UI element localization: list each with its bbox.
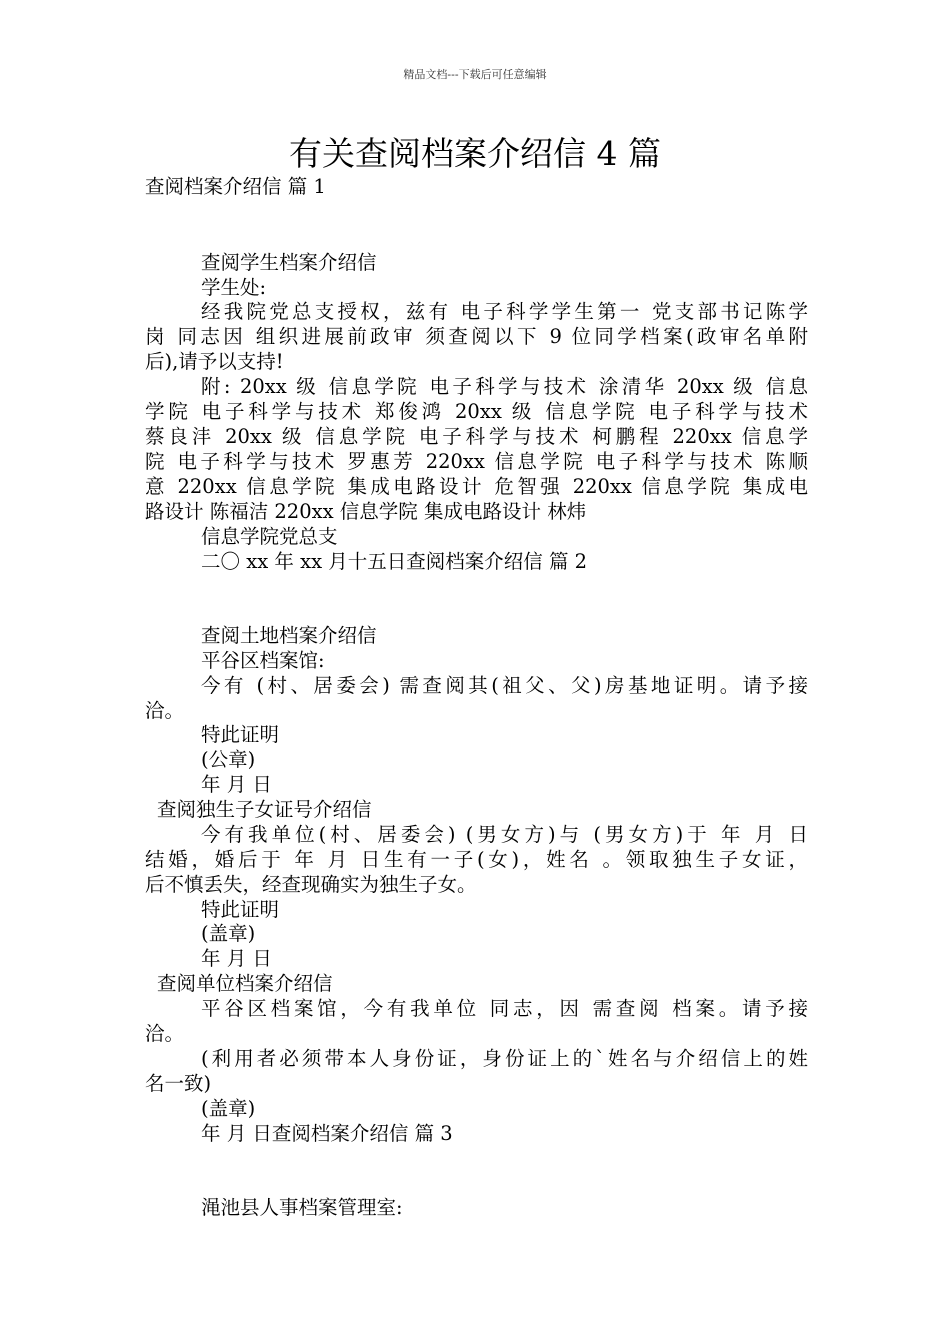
letter-title: 查阅学生档案介绍信 (201, 251, 377, 274)
certification-line: 特此证明 (201, 723, 280, 746)
certification-line: 特此证明 (201, 898, 280, 921)
body-line: 院 电子科学与技术 罗惠芳 220xx 信息学院 电子科学与技术 陈顺 (145, 450, 808, 473)
body-line: 后不慎丢失，经查现确实为独生子女。 (145, 873, 477, 896)
body-line: 蔡良沣 20xx 级 信息学院 电子科学与技术 柯鹏程 220xx 信息学 (145, 425, 808, 448)
body-line: 名一致) (145, 1072, 212, 1095)
body-line: (利用者必须带本人身份证，身份证上的`姓名与介绍信上的姓 (201, 1047, 808, 1070)
body-line: 今有 (村、居委会) 需查阅其(祖父、父)房基地证明。请予接 (201, 674, 808, 697)
seal-line: (公章) (201, 748, 256, 771)
body-line: 洽。 (145, 1022, 185, 1045)
body-line: 洽。 (145, 699, 185, 722)
date-line: 年 月 日 (201, 773, 272, 796)
body-line: 附: 20xx 级 信息学院 电子科学与技术 涂清华 20xx 级 信息 (201, 375, 808, 398)
body-line: 意 220xx 信息学院 集成电路设计 危智强 220xx 信息学院 集成电 (145, 475, 808, 498)
body-line: 平谷区档案馆，今有我单位 同志，因 需查阅 档案。请予接 (201, 997, 808, 1020)
body-line: 经我院党总支授权，兹有 电子科学学生第一 党支部书记陈学 (201, 300, 808, 323)
body-line: 路设计 陈福洁 220xx 信息学院 集成电路设计 林炜 (145, 500, 587, 523)
body-line: 今有我单位(村、居委会) (男女方)与 (男女方)于 年 月 日 (201, 823, 808, 846)
date-line: 二〇 xx 年 xx 月十五日查阅档案介绍信 篇 2 (201, 550, 588, 573)
letter-title: 查阅独生子女证号介绍信 (157, 798, 372, 821)
signature-line: 信息学院党总支 (201, 525, 338, 548)
date-line: 年 月 日 (201, 947, 272, 970)
header-note: 精品文档---下载后可任意编辑 (403, 68, 547, 81)
letter-title: 查阅单位档案介绍信 (157, 972, 333, 995)
date-line: 年 月 日查阅档案介绍信 篇 3 (201, 1122, 453, 1145)
section-heading-1: 查阅档案介绍信 篇 1 (145, 175, 326, 198)
recipient-line: 平谷区档案馆: (201, 649, 325, 672)
body-line: 后),请予以支持! (145, 350, 284, 373)
body-line: 岗 同志因 组织进展前政审 须查阅以下 9 位同学档案(政审名单附 (145, 325, 808, 348)
body-line: 结婚，婚后于 年 月 日生有一子(女)，姓名 。领取独生子女证， (145, 848, 808, 871)
seal-line: (盖章) (201, 922, 256, 945)
body-line: 学院 电子科学与技术 郑俊鸿 20xx 级 信息学院 电子科学与技术 (145, 400, 808, 423)
recipient-line: 学生处: (201, 276, 267, 299)
document-title: 有关查阅档案介绍信 4 篇 (289, 134, 661, 173)
letter-title: 查阅土地档案介绍信 (201, 624, 377, 647)
seal-line: (盖章) (201, 1097, 256, 1120)
recipient-line: 渑池县人事档案管理室: (201, 1196, 403, 1219)
